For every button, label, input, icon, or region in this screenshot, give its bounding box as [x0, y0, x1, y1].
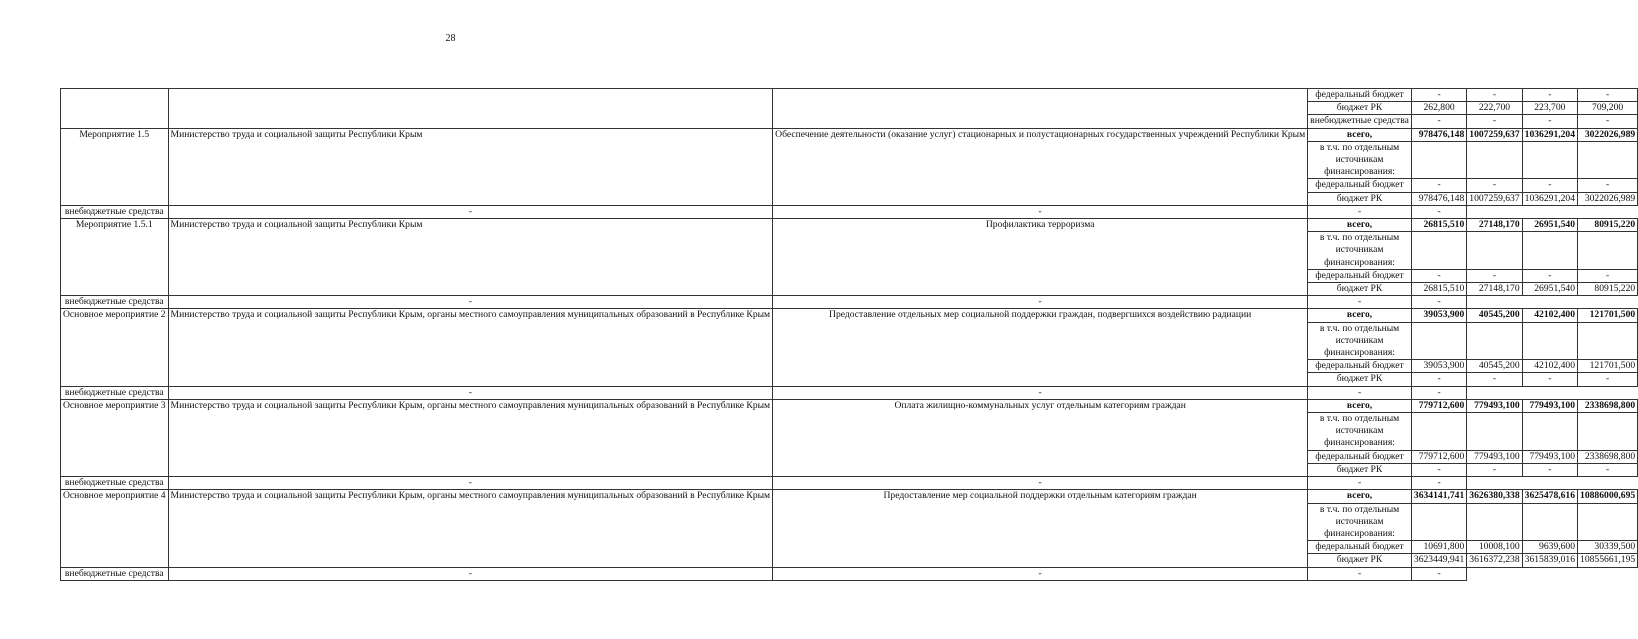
source-rk: бюджет РК [1308, 102, 1412, 115]
event-name-cell [773, 89, 1308, 129]
value-cell: - [1411, 386, 1466, 399]
value-cell: 40545,200 [1467, 309, 1522, 322]
value-cell [1467, 503, 1522, 541]
source-offbudget: внебюджетные средства [61, 386, 169, 399]
budget-table [60, 88, 1638, 581]
value-cell: - [168, 296, 773, 309]
source-federal: федеральный бюджет [1308, 269, 1412, 282]
value-cell: 709,200 [1578, 102, 1638, 115]
event-name-cell: Профилактика терроризма [773, 219, 1308, 296]
value-cell: 1007259,637 [1467, 192, 1522, 205]
table-row [61, 567, 1638, 580]
value-cell: 1036291,204 [1522, 192, 1577, 205]
value-cell [1578, 503, 1638, 541]
executor-cell: Министерство труда и социальной защиты Республики Крым, органы местного самоуправления муниципальных образований в Республике Крым [168, 309, 773, 386]
value-cell: - [1411, 269, 1466, 282]
source-rk: бюджет РК [1308, 192, 1412, 205]
value-cell: - [168, 567, 773, 580]
value-cell: 121701,500 [1578, 360, 1638, 373]
value-cell: 779493,100 [1467, 450, 1522, 463]
value-cell: 27148,170 [1467, 219, 1522, 232]
value-cell: - [1522, 179, 1577, 192]
source-offbudget: внебюджетные средства [61, 296, 169, 309]
source-incl: в т.ч. по отдельным источникам финансирования: [1308, 322, 1412, 360]
value-cell: 779493,100 [1467, 399, 1522, 412]
value-cell: - [1467, 373, 1522, 386]
value-cell [1522, 322, 1577, 360]
value-cell: 779712,600 [1411, 450, 1466, 463]
value-cell: - [1411, 296, 1466, 309]
event-cell: Основное мероприятие 3 [61, 399, 169, 476]
value-cell: 3615839,016 [1522, 554, 1577, 567]
value-cell [1578, 141, 1638, 179]
source-federal: федеральный бюджет [1308, 541, 1412, 554]
value-cell: - [168, 386, 773, 399]
value-cell: 26951,540 [1522, 219, 1577, 232]
value-cell: - [1467, 179, 1522, 192]
value-cell: - [1411, 179, 1466, 192]
event-cell: Мероприятие 1.5 [61, 128, 169, 205]
value-cell: - [773, 205, 1308, 218]
source-offbudget: внебюджетные средства [1308, 115, 1412, 128]
value-cell: 3022026,989 [1578, 128, 1638, 141]
value-cell [1522, 503, 1577, 541]
value-cell: 121701,500 [1578, 309, 1638, 322]
event-cell: Основное мероприятие 4 [61, 490, 169, 567]
table-row [61, 399, 1638, 412]
value-cell [1578, 413, 1638, 451]
value-cell: 30339,500 [1578, 541, 1638, 554]
executor-cell [168, 89, 773, 129]
value-cell: - [1411, 567, 1466, 580]
value-cell [1411, 141, 1466, 179]
executor-cell: Министерство труда и социальной защиты Республики Крым [168, 219, 773, 296]
value-cell: 9639,600 [1522, 541, 1577, 554]
value-cell: 26815,510 [1411, 219, 1466, 232]
value-cell: - [1411, 115, 1466, 128]
value-cell: 3022026,989 [1578, 192, 1638, 205]
value-cell: - [1411, 477, 1466, 490]
source-federal: федеральный бюджет [1308, 179, 1412, 192]
table-row [61, 205, 1638, 218]
value-cell: - [1522, 463, 1577, 476]
table-row [61, 309, 1638, 322]
value-cell: - [1522, 373, 1577, 386]
value-cell: - [1522, 89, 1577, 102]
value-cell: - [1467, 89, 1522, 102]
value-cell: - [1308, 296, 1412, 309]
value-cell: - [1522, 115, 1577, 128]
source-offbudget: внебюджетные средства [61, 477, 169, 490]
value-cell: 223,700 [1522, 102, 1577, 115]
table-row [61, 296, 1638, 309]
table-row [61, 89, 1638, 102]
value-cell: 222,700 [1467, 102, 1522, 115]
value-cell: 39053,900 [1411, 309, 1466, 322]
value-cell: - [1308, 386, 1412, 399]
source-total: всего, [1308, 490, 1412, 503]
source-federal: федеральный бюджет [1308, 360, 1412, 373]
value-cell: 27148,170 [1467, 283, 1522, 296]
value-cell [1467, 413, 1522, 451]
source-offbudget: внебюджетные средства [61, 205, 169, 218]
value-cell: 10008,100 [1467, 541, 1522, 554]
value-cell: - [1467, 115, 1522, 128]
value-cell: 40545,200 [1467, 360, 1522, 373]
value-cell: - [1308, 205, 1412, 218]
value-cell: - [1578, 115, 1638, 128]
page-number: 28 [445, 33, 456, 44]
event-cell: Основное мероприятие 2 [61, 309, 169, 386]
value-cell [1522, 413, 1577, 451]
value-cell: - [1467, 463, 1522, 476]
value-cell: 39053,900 [1411, 360, 1466, 373]
value-cell: 262,800 [1411, 102, 1466, 115]
value-cell: - [1578, 89, 1638, 102]
value-cell [1467, 232, 1522, 270]
value-cell: 3625478,616 [1522, 490, 1577, 503]
source-total: всего, [1308, 128, 1412, 141]
value-cell: - [773, 567, 1308, 580]
value-cell: - [1411, 373, 1466, 386]
table-row [61, 490, 1638, 503]
value-cell [1522, 232, 1577, 270]
value-cell: 3634141,741 [1411, 490, 1466, 503]
executor-cell: Министерство труда и социальной защиты Республики Крым [168, 128, 773, 205]
value-cell [1467, 322, 1522, 360]
value-cell: 779493,100 [1522, 450, 1577, 463]
source-rk: бюджет РК [1308, 463, 1412, 476]
value-cell: 2338698,800 [1578, 450, 1638, 463]
value-cell: 1007259,637 [1467, 128, 1522, 141]
value-cell: 42102,400 [1522, 360, 1577, 373]
value-cell: - [1467, 269, 1522, 282]
executor-cell: Министерство труда и социальной защиты Республики Крым, органы местного самоуправления муниципальных образований в Республике Крым [168, 490, 773, 567]
value-cell [1467, 141, 1522, 179]
source-incl: в т.ч. по отдельным источникам финансирования: [1308, 413, 1412, 451]
value-cell: 1036291,204 [1522, 128, 1577, 141]
value-cell: - [168, 477, 773, 490]
table-row [61, 128, 1638, 141]
value-cell: 3616372,238 [1467, 554, 1522, 567]
source-rk: бюджет РК [1308, 373, 1412, 386]
value-cell [1411, 232, 1466, 270]
source-offbudget: внебюджетные средства [61, 567, 169, 580]
value-cell [1578, 232, 1638, 270]
event-name-cell: Оплата жилищно-коммунальных услуг отдельным категориям граждан [773, 399, 1308, 476]
value-cell: - [773, 477, 1308, 490]
value-cell: 80915,220 [1578, 283, 1638, 296]
value-cell: - [1411, 205, 1466, 218]
value-cell: 978476,148 [1411, 192, 1466, 205]
value-cell: 3626380,338 [1467, 490, 1522, 503]
value-cell: - [1578, 373, 1638, 386]
source-incl: в т.ч. по отдельным источникам финансирования: [1308, 503, 1412, 541]
source-federal: федеральный бюджет [1308, 89, 1412, 102]
table-row [61, 477, 1638, 490]
source-rk: бюджет РК [1308, 554, 1412, 567]
source-total: всего, [1308, 399, 1412, 412]
value-cell: - [168, 205, 773, 218]
source-incl: в т.ч. по отдельным источникам финансирования: [1308, 141, 1412, 179]
event-name-cell: Обеспечение деятельности (оказание услуг) стационарных и полустационарных государственных учреждений Республики Крым [773, 128, 1308, 205]
value-cell: - [1308, 567, 1412, 580]
value-cell: - [1308, 477, 1412, 490]
value-cell: - [773, 386, 1308, 399]
value-cell: 26815,510 [1411, 283, 1466, 296]
executor-cell: Министерство труда и социальной защиты Республики Крым, органы местного самоуправления муниципальных образований в Республике Крым [168, 399, 773, 476]
value-cell: 10691,800 [1411, 541, 1466, 554]
value-cell: 3623449,941 [1411, 554, 1466, 567]
source-federal: федеральный бюджет [1308, 450, 1412, 463]
source-total: всего, [1308, 219, 1412, 232]
value-cell [1411, 503, 1466, 541]
source-incl: в т.ч. по отдельным источникам финансирования: [1308, 232, 1412, 270]
value-cell [1411, 322, 1466, 360]
value-cell: 26951,540 [1522, 283, 1577, 296]
value-cell: 10886000,695 [1578, 490, 1638, 503]
value-cell: 42102,400 [1522, 309, 1577, 322]
table-row [61, 386, 1638, 399]
value-cell: 779493,100 [1522, 399, 1577, 412]
value-cell: - [1411, 463, 1466, 476]
value-cell: - [773, 296, 1308, 309]
event-name-cell: Предоставление мер социальной поддержки отдельным категориям граждан [773, 490, 1308, 567]
value-cell: 10855661,195 [1578, 554, 1638, 567]
value-cell [1522, 141, 1577, 179]
value-cell: - [1522, 269, 1577, 282]
value-cell: 779712,600 [1411, 399, 1466, 412]
value-cell: - [1411, 89, 1466, 102]
value-cell: 978476,148 [1411, 128, 1466, 141]
value-cell [1411, 413, 1466, 451]
source-total: всего, [1308, 309, 1412, 322]
event-cell [61, 89, 169, 129]
event-name-cell: Предоставление отдельных мер социальной поддержки граждан, подвергшихся воздействию радиации [773, 309, 1308, 386]
source-rk: бюджет РК [1308, 283, 1412, 296]
value-cell: 2338698,800 [1578, 399, 1638, 412]
value-cell: - [1578, 463, 1638, 476]
event-cell: Мероприятие 1.5.1 [61, 219, 169, 296]
value-cell [1578, 322, 1638, 360]
table-row [61, 219, 1638, 232]
value-cell: - [1578, 179, 1638, 192]
value-cell: 80915,220 [1578, 219, 1638, 232]
value-cell: - [1578, 269, 1638, 282]
